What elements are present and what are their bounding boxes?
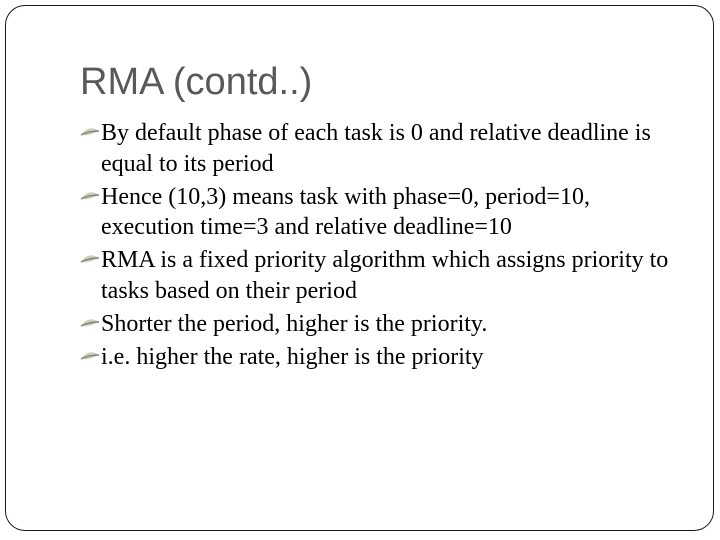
ribbon-leaf-icon — [80, 316, 100, 332]
bullet-item — [80, 245, 680, 306]
bullet-text: Hence (10,3) means task with phase=0, period=10, execution time=3 and relative deadline=10 — [101, 183, 590, 240]
ribbon-leaf-icon — [80, 252, 100, 268]
bullet-item — [80, 182, 680, 243]
bullet-text: i.e. higher the rate, higher is the priority — [101, 343, 484, 370]
bullet-item — [80, 118, 680, 179]
bullet-text: By default phase of each task is 0 and relative deadline is equal to its period — [101, 120, 651, 177]
ribbon-leaf-icon — [80, 189, 100, 205]
bullet-text: RMA is a fixed priority algorithm which assigns priority to tasks based on their period — [101, 247, 669, 304]
ribbon-leaf-icon — [80, 349, 100, 365]
bullet-text: Shorter the period, higher is the priority. — [101, 310, 488, 337]
slide-title: RMA (contd..) — [80, 61, 313, 103]
bullet-item — [80, 309, 680, 340]
bullet-list — [80, 118, 680, 375]
bullet-item — [80, 342, 680, 373]
ribbon-leaf-icon — [80, 125, 100, 141]
